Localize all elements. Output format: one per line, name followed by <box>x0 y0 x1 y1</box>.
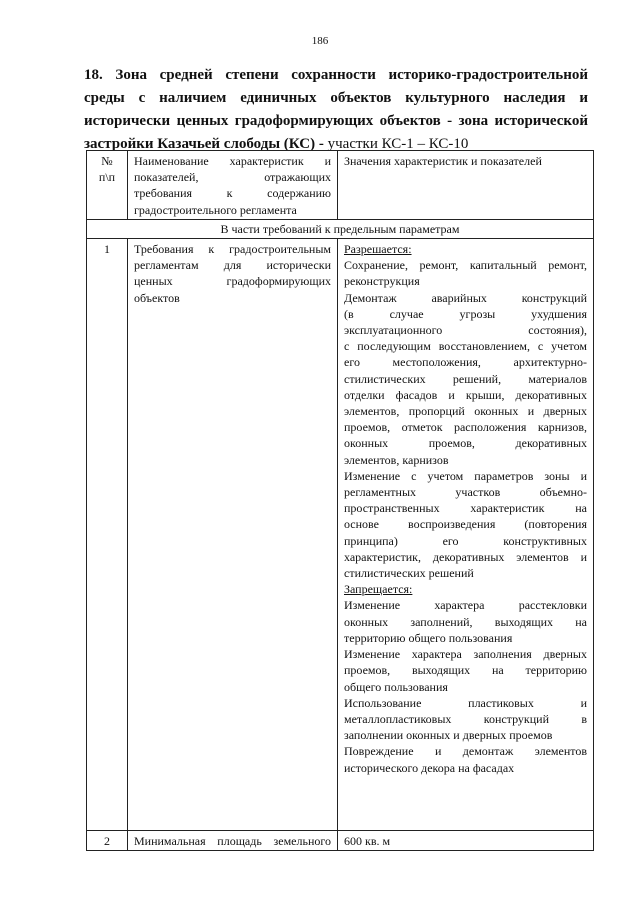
value-line: Демонтаж аварийных конструкций <box>344 290 587 305</box>
heading-line-1: 18. Зона средней степени сохранности историко-градостроительной <box>84 67 588 83</box>
value-line: характеристик, декоративных элементов и <box>344 549 587 564</box>
regulation-table <box>86 150 594 851</box>
heading-line-2: среды с наличием единичных объектов культурного наследия и <box>84 90 588 106</box>
row-name-line: Минимальная площадь земельного <box>134 834 331 849</box>
value-line: проемов, выходящих на территорию <box>344 663 587 678</box>
value-line: регламентных участков объемно- <box>344 485 587 500</box>
row-number-cell: 2 <box>87 831 128 851</box>
value-line: металлопластиковых конструкций в <box>344 711 587 726</box>
page-number: 186 <box>311 35 329 47</box>
table-header-row <box>87 151 594 220</box>
value-line: заполнении оконных и дверных проемов <box>344 728 553 743</box>
heading-line-3: исторически ценных градоформирующих объектов - зона исторической <box>84 113 588 129</box>
heading-line-4-bold: застройки Казачьей слободы (КС) - <box>84 136 324 152</box>
value-line: Сохранение, ремонт, капитальный ремонт, <box>344 258 587 273</box>
value-line: исторического декора на фасадах <box>344 760 515 775</box>
header-number-abbrev: п\п <box>98 170 116 185</box>
value-line: стилистических решений, материалов <box>344 371 587 386</box>
header-name-cell <box>128 151 338 220</box>
header-values-cell <box>338 151 594 220</box>
row-name-line: регламентам для исторически <box>134 258 331 273</box>
prohibited-list <box>344 597 587 775</box>
header-number-sign: № <box>101 154 113 168</box>
row-values-cell: 600 кв. м <box>338 831 594 851</box>
value-line: пространственных характеристик на <box>344 501 587 516</box>
header-name-line: требования к содержанию <box>134 186 331 201</box>
value-line: эксплуатационного состояния), <box>344 323 587 338</box>
value-line: оконных заполнений, выходящих на <box>344 614 587 629</box>
table-row <box>87 831 594 851</box>
value-line: отделки фасадов и крыши, декоративных <box>344 387 587 402</box>
section-heading <box>84 64 588 156</box>
table-row <box>87 239 594 831</box>
value-line: элементов, пропорций оконных и дверных <box>344 404 587 419</box>
value-line: общего пользования <box>344 679 448 694</box>
value-line: Изменение характера расстекловки <box>344 598 587 613</box>
row-number-cell: 1 <box>87 239 128 831</box>
value-line: Использование пластиковых и <box>344 695 587 710</box>
value-line: стилистических решений <box>344 566 474 581</box>
value-line: оконных проемов, декоративных <box>344 436 587 451</box>
value-line: Повреждение и демонтаж элементов <box>344 744 587 759</box>
section-title-cell: В части требований к предельным параметрам <box>87 219 594 238</box>
header-number-cell <box>87 151 128 220</box>
value-line: проемов, отметок расположения карнизов, <box>344 420 587 435</box>
value-line: Изменение характера заполнения дверных <box>344 647 587 662</box>
row-name-cell <box>128 239 338 831</box>
header-name-line: Наименование характеристик и <box>134 154 331 168</box>
value-line: основе воспроизведения (повторения <box>344 517 587 532</box>
row-values-cell <box>338 239 594 831</box>
prohibited-label: Запрещается: <box>344 582 413 597</box>
value-line: территорию общего пользования <box>344 630 513 645</box>
header-name-line: градостроительного регламента <box>134 202 297 217</box>
value-line: принципа) его конструктивных <box>344 533 587 548</box>
value-line: с последующим восстановлением, с учетом <box>344 339 587 354</box>
allowed-list <box>344 257 587 581</box>
header-values-text: Значения характеристик и показателей <box>344 154 542 168</box>
row-name-cell <box>128 831 338 851</box>
row-name-line: объектов <box>134 290 180 305</box>
row-name-line: ценных градоформирующих <box>134 274 331 289</box>
allowed-label: Разрешается: <box>344 242 412 257</box>
value-line: его местоположения, архитектурно- <box>344 355 587 370</box>
value-line: элементов, карнизов <box>344 452 449 467</box>
value-line: Изменение с учетом параметров зоны и <box>344 468 587 483</box>
table-section-row <box>87 219 594 238</box>
row-name-line: Требования к градостроительным <box>134 242 331 257</box>
header-name-line: показателей, отражающих <box>134 170 331 185</box>
value-line: реконструкция <box>344 274 420 289</box>
value-line: (в случае угрозы ухудшения <box>344 306 587 321</box>
heading-line-4-tail: участки КС-1 – КС-10 <box>323 136 469 152</box>
